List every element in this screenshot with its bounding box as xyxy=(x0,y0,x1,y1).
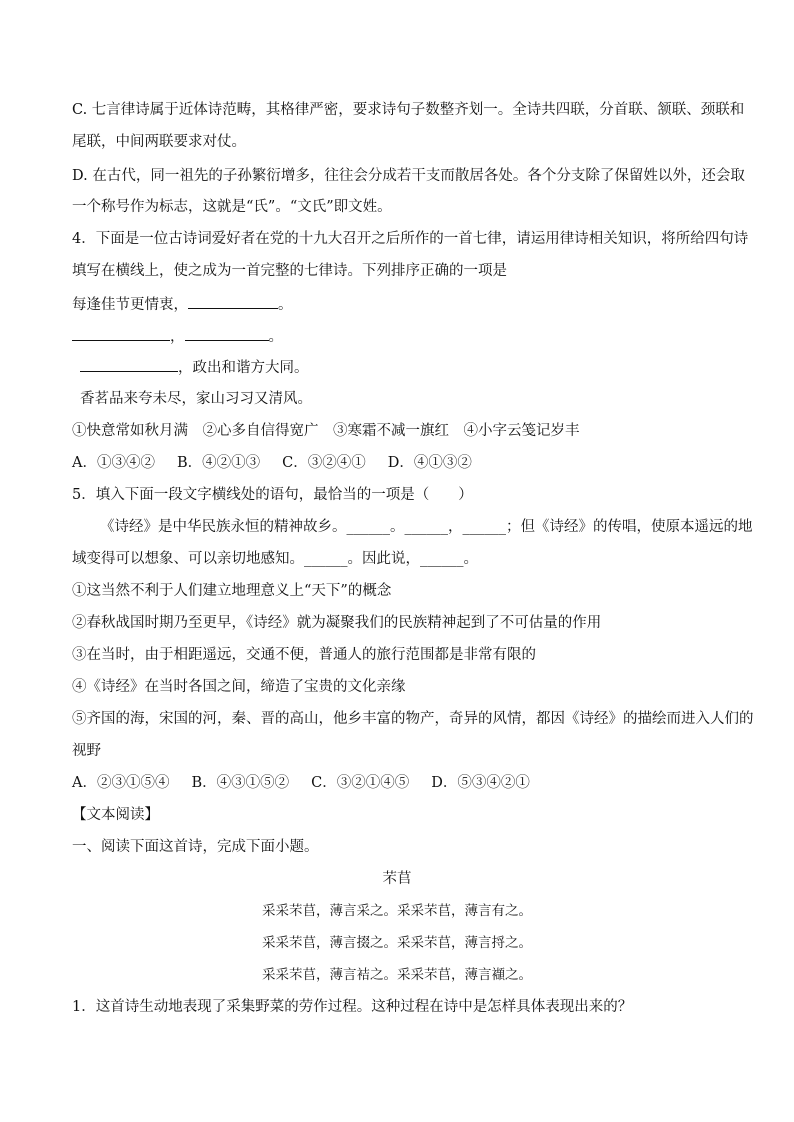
poem-line2-period: 。 xyxy=(268,329,283,345)
q4-stem-line2: 填写在横线上，使之成为一首完整的七律诗。下列排序正确的一项是 xyxy=(72,263,507,279)
poem-line: 采采芣苢，薄言采之。采采芣苢，薄言有之。 xyxy=(262,903,532,919)
answer-blank-3[interactable] xyxy=(185,326,269,341)
q4-poem-line2 xyxy=(72,326,283,347)
q5-option-c[interactable]: C．③②①④⑤ xyxy=(311,775,410,791)
q4-poem-line4: 香茗品来夸未尽，家山习习又清风。 xyxy=(80,391,312,407)
q4-poem-line3 xyxy=(80,357,309,378)
poem-line3-tail: ，政出和谐方大同。 xyxy=(178,360,309,376)
q3-option-d-line2: 一个称号作为标志，这就是“氏”。“文氏”即文姓。 xyxy=(72,199,392,215)
q5-item5-line2: 视野 xyxy=(72,743,101,759)
q5-option-d[interactable]: D．⑤③④②① xyxy=(431,775,530,791)
q4-option-a[interactable]: A．①③④② xyxy=(72,455,155,471)
q4-option-b[interactable]: B．④②①③ xyxy=(176,455,261,471)
q5-option-a[interactable]: A．②③①⑤④ xyxy=(72,775,170,791)
q3-option-c-line1: C. 七言律诗属于近体诗范畴，其格律严密，要求诗句子数整齐划一。全诗共四联，分首联、颔联、颈联和 xyxy=(72,102,745,118)
q5-passage-line2: 域变得可以想象、可以亲切地感知。______。因此说，______。 xyxy=(72,551,478,567)
q3-option-d-line1: D. 在古代，同一祖先的子孙繁衍增多，往往会分成若干支而散居各处。各个分支除了保留姓以外，还会取 xyxy=(72,168,745,184)
poem-line: 采采芣苢，薄言掇之。采采芣苢，薄言捋之。 xyxy=(262,935,532,951)
q5-passage-line1: 《诗经》是中华民族永恒的精神故乡。______。______，______；但《诗经》的传唱，使原本遥远的地 xyxy=(100,519,753,535)
q4-poem-line1 xyxy=(72,294,293,315)
q5-item4: ④《诗经》在当时各国之间，缔造了宝贵的文化亲缘 xyxy=(72,679,406,695)
q4-option-d[interactable]: D．④①③② xyxy=(387,455,472,471)
poem-line2-comma: ， xyxy=(170,329,185,345)
q5-item3: ③在当时，由于相距遥远，交通不便，普通人的旅行范围都是非常有限的 xyxy=(72,647,536,663)
poem-line1-period: 。 xyxy=(278,297,293,313)
reading-question-1: 1．这首诗生动地表现了采集野菜的劳作过程。这种过程在诗中是怎样具体表现出来的？ xyxy=(72,999,633,1015)
poem-line1-text: 每逢佳节更情衷， xyxy=(72,297,188,313)
answer-blank-2[interactable] xyxy=(72,326,170,341)
q5-item2: ②春秋战国时期乃至更早，《诗经》就为凝聚我们的民族精神起到了不可估量的作用 xyxy=(72,615,602,631)
reading-intro: 一、阅读下面这首诗，完成下面小题。 xyxy=(72,839,319,855)
q5-option-b[interactable]: B．④③①⑤② xyxy=(191,775,290,791)
q4-stem-line1: 4．下面是一位古诗词爱好者在党的十九大召开之后所作的一首七律，请运用律诗相关知识，将所给四句诗 xyxy=(72,231,749,247)
q4-option-c[interactable]: C．③②④① xyxy=(282,455,366,471)
q4-items: ①快意常如秋月满 ②心多自信得宽广 ③寒霜不减一旗红 ④小字云笺记岁丰 xyxy=(72,423,580,439)
q3-option-c-line2: 尾联，中间两联要求对仗。 xyxy=(72,134,246,150)
q5-options xyxy=(72,773,552,793)
q5-item1: ①这当然不利于人们建立地理意义上“天下”的概念 xyxy=(72,583,392,599)
answer-blank-4[interactable] xyxy=(80,357,178,372)
reading-section-heading: 【文本阅读】 xyxy=(72,807,159,823)
poem-line: 采采芣苢，薄言袺之。采采芣苢，薄言襭之。 xyxy=(262,967,532,983)
answer-blank-1[interactable] xyxy=(188,294,278,309)
q4-options xyxy=(72,453,494,473)
poem-title: 芣苢 xyxy=(382,871,412,887)
q5-item5-line1: ⑤齐国的海，宋国的河，秦、晋的高山，他乡丰富的物产，奇异的风情，都因《诗经》的描绘而进入人们的 xyxy=(72,711,754,727)
q5-stem: 5．填入下面一段文字横线处的语句，最恰当的一项是（ ） xyxy=(72,487,473,503)
